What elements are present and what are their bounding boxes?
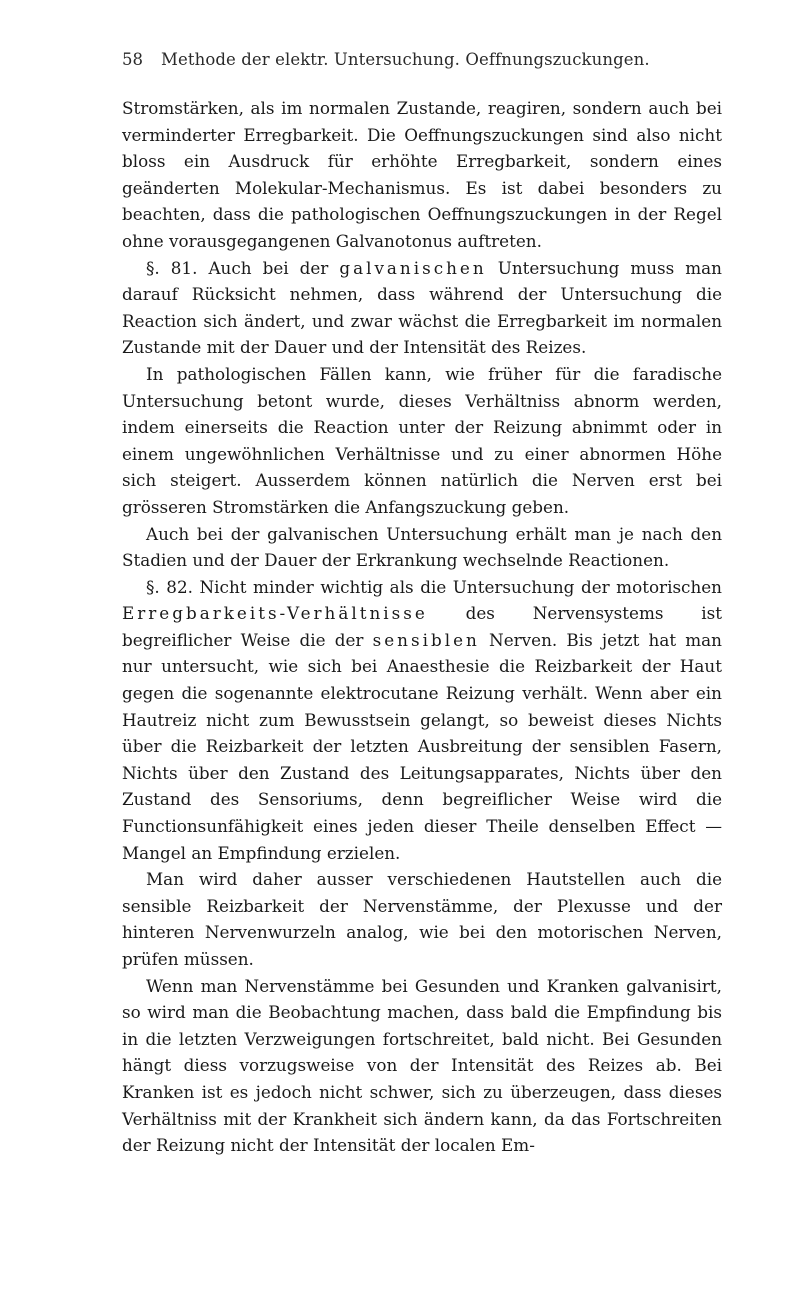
- paragraph-galvanisation: Wenn man Nervenstämme bei Gesunden und Kranken galvanisirt, so wird man die Beobachtung machen, dass bald die Empfindung bis in die letzten Verzweigungen fortschreitet, bald nicht. Bei Gesunden hängt diess vorzugsweise von der Intensität des Reizes ab. Bei Kranken ist es jedoch nicht schwer, sich zu überzeugen, dass dieses Verhältniss mit der Krankheit sich ändern kann, da das Fortschreiten der Reizung nicht der Intensität der localen Em-: [122, 975, 722, 1156]
- section-82-emphasis: Erregbarkeits-Verhältnisse: [122, 603, 428, 624]
- section-82-rest: des Nervensystems ist: [465, 603, 722, 624]
- paragraph-1: Stromstärken, als im normalen Zustande, reagiren, sondern auch bei verminderter Erregbarkeit. Die Oeffnungszuckungen sind also nicht bloss ein Ausdruck für erhöhte Erregbarkeit, sondern eines geänderten Molekular-Mechanismus. Es ist dabei besonders zu beachten, dass die pathologischen Oeffnungszuckungen in der Regel ohne vorausgegangenen Galvanotonus auftreten.: [122, 98, 722, 251]
- paragraph-galvanic-stages: Auch bei der galvanischen Untersuchung erhält man je nach den Stadien und der Dauer der Erkrankung wechselnde Reactionen.: [122, 523, 722, 571]
- section-81-rest: Untersuchung muss man darauf: [122, 257, 722, 305]
- section-81-paragraph: [122, 255, 722, 361]
- section-82-continuation: Nerven. Bis jetzt hat man nur untersucht, wie sich bei Anaesthesie die Reizbarkeit der Haut gegen die sogenannte elektrocutane Reizung verhält. Wenn aber ein Hautreiz nicht zum Bewusstsein gelangt, so beweist dieses Nichts über die Reizbarkeit der letzten Ausbreitung der sensiblen Fasern, Nichts über den Zustand des Leitungsapparates, Nichts über den Zustand des Sensoriums, denn begreiflicher Weise wird die Functionsunfähigkeit eines jeden dieser Theile denselben Effect — Mangel an Empfindung erzielen.: [122, 629, 722, 863]
- section-81-lead: Auch bei der: [208, 257, 329, 278]
- section-82-paragraph: [122, 574, 722, 867]
- running-head: [122, 50, 722, 69]
- running-title: Methode der elektr. Untersuchung. Oeffnungszuckungen.: [161, 50, 650, 69]
- section-82-lead: Nicht minder wichtig als die Untersuchung der motorischen: [199, 576, 722, 597]
- section-81-emphasis: galvanischen: [339, 257, 487, 278]
- section-82-number: §. 82.: [146, 576, 193, 597]
- section-81-continuation: Rücksicht nehmen, dass während der Untersuchung die Reaction sich ändert, und zwar wächst die Erregbarkeit im normalen Zustande mit der Dauer und der Intensität des Reizes.: [122, 284, 722, 358]
- section-82-lead-2: begreiflicher Weise die der: [122, 629, 364, 650]
- paragraph-pathological: In pathologischen Fällen kann, wie früher für die faradische Untersuchung betont wurde, dieses Verhältniss abnorm werden, indem einerseits die Reaction unter der Reizung abnimmt oder in einem ungewöhnlichen Verhältnisse und zu einer abnormen Höhe sich steigert. Ausserdem können natürlich die Nerven erst bei grösseren Stromstärken die Anfangszuckung geben.: [122, 363, 722, 517]
- page-number: 58: [122, 50, 143, 69]
- section-82-emphasis-2: sensiblen: [372, 629, 480, 650]
- paragraph-sensible-excitability: Man wird daher ausser verschiedenen Hautstellen auch die sensible Reizbarkeit der Nervenstämme, der Plexusse und der hinteren Nervenwurzeln analog, wie bei den motorischen Nerven, prüfen müssen.: [122, 869, 722, 969]
- section-81-number: §. 81.: [146, 257, 198, 278]
- body-text: [122, 95, 722, 1159]
